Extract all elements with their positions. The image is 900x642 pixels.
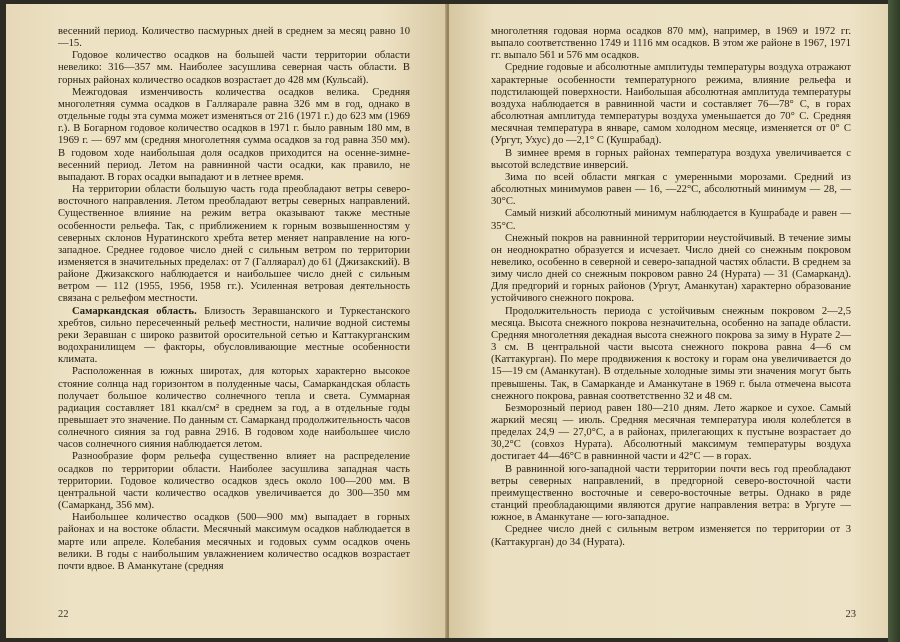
paragraph: Годовое количество осадков на большей части территории области невелико: 316—357 мм. Наиболее засушлива северная часть области. В горных районах количество осадков возрастает до 428 мм (Кульсай).	[58, 50, 410, 86]
section-title: Самаркандская область.	[72, 305, 197, 317]
paragraph: Расположенная в южных широтах, для которых характерно высокое стояние солнца над горизонтом в полуденные часы, Самаркандская область получает большое количество солнечного тепла и света. Суммарная радиация составляет 181 ккал/см² в среднем за год, а в отдельные годы превышает это значение. По данным ст. Самарканд продолжительность часов солнечного сияния за год равна 2916. В годовом ходе наибольшее число часов солнечного сияния наблюдается летом.	[58, 366, 410, 451]
paragraph: многолетняя годовая норма осадков 870 мм), например, в 1969 и 1972 гг. выпало соответственно 1749 и 1116 мм осадков. В этом же районе в 1967, 1971 гг. выпало 561 и 576 мм осадков.	[491, 26, 851, 62]
paragraph: Продолжительность периода с устойчивым снежным покровом 2—2,5 месяца. Высота снежного покрова незначительна, особенно на западе области. Средняя многолетняя декадная высота снежного покрова за зиму в Нурате 2—3 см. В центральной части высота снежного покрова равна 4—6 см (Каттакурган). По мере продвижения к востоку и горам она увеличивается до 15—19 см (Аманкутан). В отдельные холодные зимы эти значения могут быть превышены. Так, в Самарканде и Аманкутане в 1969 г. была отмечена высота снежного покрова, равная соответственно 32 и 48 см.	[491, 305, 851, 402]
paragraph: В равнинной юго-западной части территории почти весь год преобладают ветры северных направлений, в предгорной северо-восточной части преимущественно восточные и северо-восточные ветры. Однако в ряде станций преобладающими являются другие направления ветра: в Ургуте — южное, в Аманкутане — юго-западное.	[491, 463, 851, 524]
paragraph: Наибольшее количество осадков (500—900 мм) выпадает в горных районах и на востоке области. Месячный максимум осадков наблюдается в марте или апреле. Колебания месячных и годовых сумм осадков очень велики. В годы с наибольшим увлажнением количество осадков возрастает почти вдвое. В Аманкутане (средняя	[58, 512, 410, 572]
paragraph: На территории области большую часть года преобладают ветры северо-восточного направления. Летом преобладают ветры северных направлений. Существенное влияние на режим ветра оказывают также местные особенности рельефа. Так, с приближением к горным возвышенностям у северных склонов Нуратинского хребта ветер меняет направление на юго-западное. Среднее годовое число дней с сильным ветром по территории изменяется в значительных пределах: от 7 (Галляарал) до 61 (Джизакский). В районе Джизакского наблюдается и наибольшее число дней с сильным ветром — 112 (1955, 1956, 1958 гг.). Усиленная ветровая деятельность связана с рельефом местности.	[58, 184, 410, 305]
section-paragraph	[58, 306, 410, 367]
paragraph: Межгодовая изменчивость количества осадков велика. Средняя многолетняя сумма осадков в Галляарале равна 326 мм в год, однако в отдельные годы эта сумма может изменяться от 216 (1971 г.) до 623 мм (1969 г.). В Богарном годовое количество осадков в 1971 г. было равным 180 мм, в 1969 г. — 697 мм (средняя многолетняя сумма осадков за год равна 350 мм). В годовом ходе наибольшая доля осадков приходится на осенне-зимне-весенний период. Летом на равнинной части осадки, как правило, не выпадают. В горах осадки выпадают и в летнее время.	[58, 86, 410, 183]
paragraph: Снежный покров на равнинной территории неустойчивый. В течение зимы он неоднократно образуется и исчезает. Число дней со снежным покровом невелико, особенно в северной и северо-западной частях области. В среднем за зиму число дней со снежным покровом равно 24 (Нурата) — 31 (Самарканд). Для предгорий и горных районов (Ургут, Аманкутан) характерно образование устойчивого снежного покрова.	[491, 232, 851, 305]
paragraph: Разнообразие форм рельефа существенно влияет на распределение осадков по территории области. Наиболее засушлива западная часть территории. Годовое количество осадков здесь около 100—200 мм. В центральной части количество осадков увеличивается до 300—350 мм (Самарканд, 356 мм).	[58, 451, 410, 512]
left-page-text	[58, 26, 410, 573]
paragraph: Самый низкий абсолютный минимум наблюдается в Кушрабаде и равен —35°С.	[491, 208, 851, 232]
page-number: 23	[845, 609, 856, 620]
paragraph: Безморозный период равен 180—210 дням. Лето жаркое и сухое. Самый жаркий месяц — июль. Средняя месячная температура июля колеблется в пределах 24,9 — 27,0°С, а в районах, прилегающих к пустыне возрастает до 30,2°С (совхоз Нурата). Абсолютный максимум температуры воздуха достигает 44—46°С в равнинной части и 42°С — в горах.	[491, 402, 851, 463]
book-cover-edge	[888, 0, 900, 642]
right-page-text	[491, 26, 851, 549]
paragraph: весенний период. Количество пасмурных дней в среднем за месяц равно 10—15.	[58, 26, 410, 50]
book-spread	[6, 4, 894, 638]
paragraph: Зима по всей области мягкая с умеренными морозами. Средний из абсолютных минимумов равен — 16, —22°С, абсолютный минимум — 28, —30°С.	[491, 171, 851, 208]
right-page	[449, 4, 894, 638]
left-page	[6, 4, 447, 638]
paragraph: В зимнее время в горных районах температура воздуха увеличивается с высотой вследствие инверсий.	[491, 147, 851, 171]
paragraph: Средние годовые и абсолютные амплитуды температуры воздуха отражают характерные особенности температурного режима, влияние рельефа и подстилающей поверхности. Наибольшая абсолютная амплитуда температуры воздуха наблюдается в равнинной части и составляет 76—78° С, в горах абсолютная амплитуда температуры воздуха уменьшается до 70° С. Средняя месячная температура в январе, самом холодном месяце, изменяется от 0° С (Ургут, Ухус) до —2,1° С (Кушрабад).	[491, 62, 851, 147]
section-text: Близость Зеравшанского и Туркестанского хребтов, сильно пересеченный рельеф местности, наличие водной системы реки Зеравшан с широко развитой оросительной сетью и Каттакурганским водохранилищем — факторы, обусловливающие местные особенности климата.	[58, 305, 410, 366]
page-number: 22	[58, 609, 69, 620]
paragraph: Среднее число дней с сильным ветром изменяется по территории от 3 (Каттакурган) до 34 (Нурата).	[491, 524, 851, 548]
